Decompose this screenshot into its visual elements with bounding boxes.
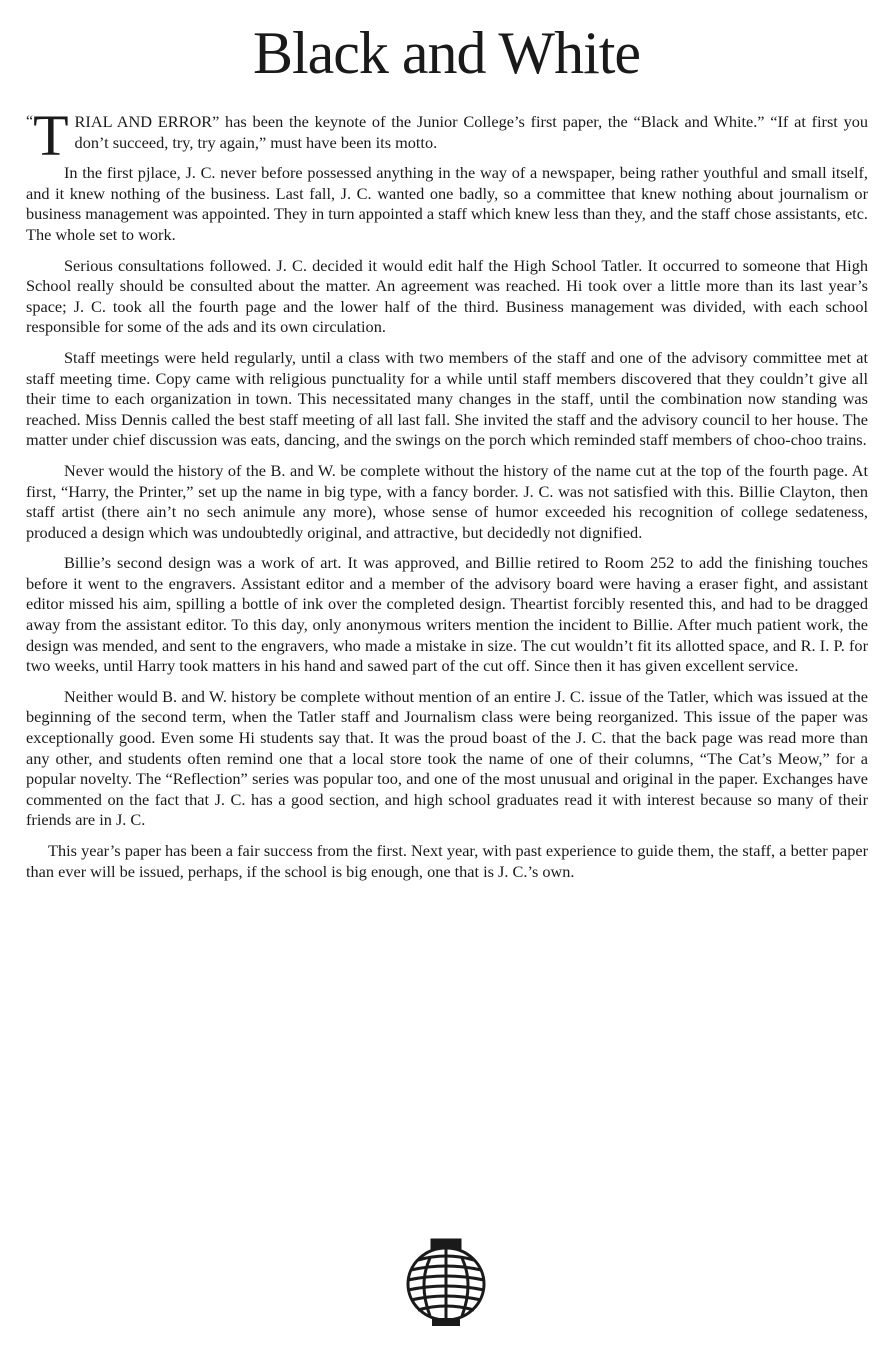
paragraph-2: Serious consultations followed. J. C. decided it would edit half the High School Tatler. It occurred to someone that High School really should be consulted about the matter. An agreement was reached. Hi took over a little more than its last year’s space; J. C. took all the fourth page and the lower half of the third. Business management was divided, with each school responsible for some of the ads and its own circulation. (26, 255, 868, 337)
closing-paragraph: This year’s paper has been a fair success from the first. Next year, with past experience to guide them, the staff, a better paper than ever will be issued, perhaps, if the school is big enough, one that is J. C.’s own. (26, 841, 868, 881)
paragraph-6: Neither would B. and W. history be complete without mention of an entire J. C. issue of the Tatler, which was issued at the beginning of the second term, when the Tatler staff and Journalism class were being reorganized. This issue of the paper was exceptionally good. Even some Hi students say that. It was the proud boast of the J. C. that the back page was read more than any other, and students often remind one that a local store took the name of one of their columns, “The Cat’s Meow,” for a popular novelty. The “Reflection” series was popular too, and one of the most unusual and original in the paper. Exchanges have commented on the fact that J. C. has a good section, and high school graduates read it with interest because so many of their friends are in J. C. (26, 686, 868, 830)
paragraph-5: Billie’s second design was a work of art. It was approved, and Billie retired to Room 252 to add the finishing touches before it went to the engravers. Assistant editor and a member of the advisory board were having a eraser fight, and assistant editor missed his aim, spilling a bottle of ink over the completed design. Theartist forcibly resented this, and had to be dragged away from the assistant editor. To this day, only anonymous writers mention the incident to Billie. After much patient work, the design was mended, and sent to the engravers, who made a mistake in size. The cut wouldn’t fit its allotted space, and R. I. P. for two weeks, until Harry took matters in his hand and sawed part of the cut off. Since then it has given excellent service. (26, 553, 868, 676)
lead-text: RIAL AND ERROR” has been the keynote of the Junior College’s first paper, the “Black and White.” “If at first you don’t succeed, try, try again,” must have been its motto. (74, 112, 868, 152)
paragraph-3: Staff meetings were held regularly, until a class with two members of the staff and one of the advisory committee met at staff meeting time. Copy came with religious punctuality for a while until staff members discovered that they couldn’t give all their time to each organization in town. This necessitated many changes in the staff, until the combination now standing was reached. Miss Dennis called the best staff meeting of all last fall. She invited the staff and the advisory council to her house. The matter under chief discussion was eats, dancing, and the swings on the porch which reminded staff members of choo-choo trains. (26, 347, 868, 450)
lantern-icon (404, 1236, 488, 1328)
paragraph-4: Never would the history of the B. and W. be complete without the history of the name cut at the top of the fourth page. At first, “Harry, the Printer,” set up the name in big type, with a fancy border. J. C. was not satisfied with this. Billie Clayton, then staff artist (there ain’t no sech animule any more), whose sense of humor exceeded his recognition of college sedateness, produced a design which was undoubtedly original, and attractive, but decidedly not dignified. (26, 460, 868, 542)
drop-cap: T (33, 103, 69, 168)
page-title: Black and White (252, 20, 641, 86)
open-quote: “ (26, 113, 34, 130)
lead-paragraph (26, 103, 868, 168)
article-body (26, 103, 868, 892)
paragraph-1: In the first pjlace, J. C. never before possessed anything in the way of a newspaper, being rather youthful and small itself, and it knew nothing of the business. Last fall, J. C. wanted one badly, so a committee that knew nothing about journalism or business management was appointed. They in turn appointed a staff which knew less than they, and the staff chose assistants, etc. The whole set to work. (26, 163, 868, 244)
